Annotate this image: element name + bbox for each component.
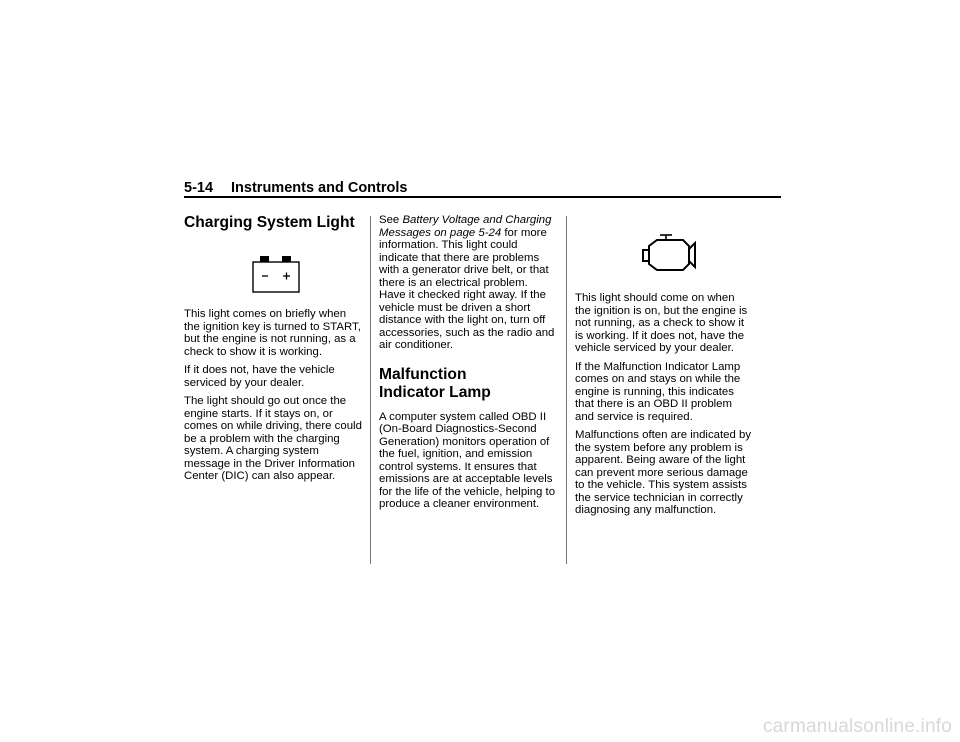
malfunction-paragraph-1: A computer system called OBD II (On-Board Diagnostics-Second Generation) monitors operation of the fuel, ignition, and emission control systems. It ensures that emissions are at acceptable levels for the life of the vehicle, helping to produce a cleaner environment.: [379, 410, 556, 510]
watermark-text: carmanualsonline.info: [762, 716, 952, 737]
column-1: [184, 214, 362, 489]
battery-voltage-reference-link[interactable]: Battery Voltage and Charging Messages on page 5-24: [379, 214, 552, 239]
charging-paragraph-4: See Battery Voltage and Charging Messages on page 5-24 for more information. This light could indicate that there are problems with a generator drive belt, or that there is an electrical problem. Have it checked right away. If the vehicle must be driven a short distance with the light on, turn off accessories, such as the radio and air conditioner.: [379, 214, 555, 351]
malfunction-paragraph-4: Malfunctions often are indicated by the system before any problem is apparent. Being aware of the light can prevent more serious damage to the vehicle. This system assists the service technician in correctly diagnosing any malfunction.: [575, 429, 752, 516]
page-header: [184, 180, 781, 196]
charging-paragraph-3: The light should go out once the engine starts. If it stays on, or comes on while driving, there could be a problem with the charging system. A charging system message in the Driver Information Center (DIC) can also appear.: [184, 395, 362, 482]
column-3: [575, 214, 753, 523]
header-rule: [184, 196, 781, 198]
section-title: Instruments and Controls: [231, 180, 408, 196]
column-divider-2: [566, 216, 567, 564]
charging-paragraph-2: If it does not, have the vehicle serviced by your dealer.: [184, 364, 335, 389]
malfunction-paragraph-3: If the Malfunction Indicator Lamp comes on and stays on while the engine is running, this indicates that there is an OBD II problem and service is required.: [575, 360, 741, 423]
malfunction-indicator-heading: Malfunction Indicator Lamp: [379, 365, 491, 401]
battery-icon: [252, 256, 302, 296]
column-divider-1: [370, 216, 371, 564]
charging-paragraph-1: This light comes on briefly when the ignition key is turned to START, but the engine is not running, as a check to show it is working.: [184, 308, 361, 358]
malfunction-paragraph-2: This light should come on when the ignition is on, but the engine is not running, as a check to show it is working. If it does not, have the vehicle serviced by your dealer.: [575, 292, 748, 354]
column-2: [379, 214, 557, 517]
engine-icon: [639, 234, 701, 274]
charging-system-heading: Charging System Light: [184, 214, 355, 231]
page-number: 5-14: [184, 180, 214, 196]
